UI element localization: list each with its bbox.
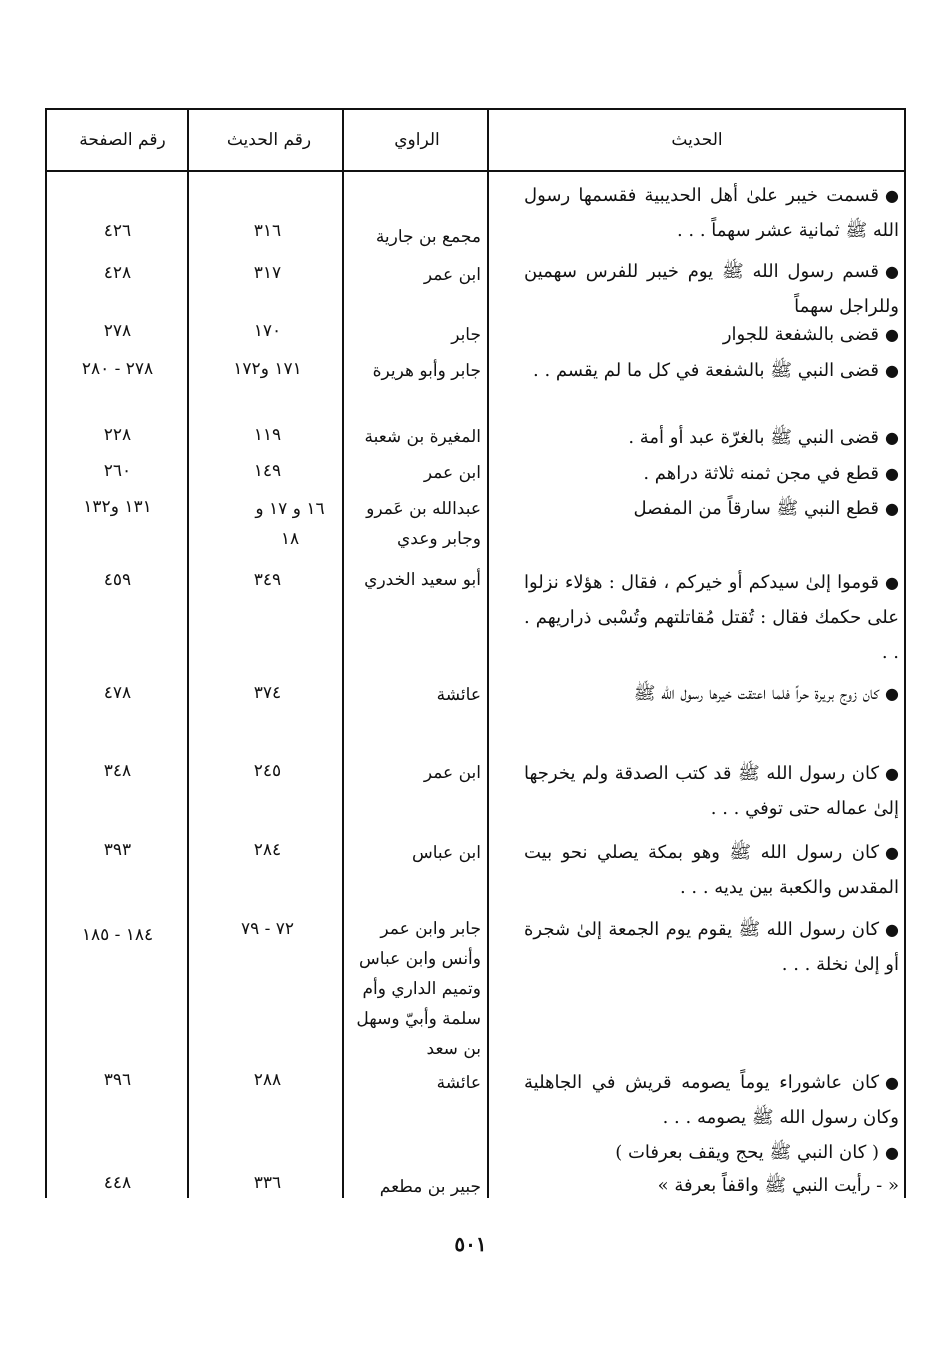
hadith-text: ●كان عاشوراء يوماً يصومه قريش في الجاهلية وكان رسول الله ﷺ يصومه . . . xyxy=(524,1065,899,1135)
hadith-text: ●قسم رسول الله ﷺ يوم خيبر للفرس سهمين وللراجل سهماً xyxy=(524,254,899,324)
narrator: ابن عمر xyxy=(423,265,481,285)
hadith-text: ●قضى بالشفعة للجوار xyxy=(524,317,899,352)
hadith-number: ٢٨٤ xyxy=(253,840,282,860)
hadith-text: ●( كان النبي ﷺ يحج ويقف بعرفات ) xyxy=(524,1135,899,1170)
header-hadith: الحديث xyxy=(671,130,723,150)
column-divider xyxy=(342,108,344,1198)
narrator: ابن عمر xyxy=(423,763,481,783)
bullet-icon: ● xyxy=(885,464,899,483)
column-divider xyxy=(45,108,47,1198)
page-number: ٢٧٨ xyxy=(103,321,132,341)
header-hadith-number: رقم الحديث xyxy=(226,130,312,150)
hadith-text: ●قطع النبي ﷺ سارقاً من المفصل xyxy=(524,491,899,526)
bullet-icon: ● xyxy=(885,186,899,205)
bullet-icon: ● xyxy=(885,325,899,344)
footer-page-number: ٥٠١ xyxy=(454,1232,487,1256)
narrator: جابر وأبو هريرة xyxy=(372,361,481,381)
hadith-text: ●كان رسول الله ﷺ وهو بمكة يصلي نحو بيت المقدس والكعبة بين يديه . . . xyxy=(524,835,899,905)
narrator: جابر xyxy=(451,325,481,345)
bullet-icon: ● xyxy=(885,1073,899,1092)
page-number: ٤٢٦ xyxy=(103,221,132,241)
page-number: ١٣١ و١٣٢ xyxy=(83,497,152,517)
hadith-text: ●قوموا إلىٰ سيدكم أو خيركم ، فقال : هؤلاء نزلوا على حكمك فقال : تُقتل مُقاتلتهم وتُسْبى ذراريهم . . . xyxy=(524,565,899,670)
hadith-number: ٣٣٦ xyxy=(253,1173,282,1193)
hadith-text: ●كان رسول الله ﷺ يقوم يوم الجمعة إلىٰ شجرة أو إلىٰ نخلة . . . xyxy=(524,912,899,982)
hadith-number: ٣١٧ xyxy=(253,263,282,283)
narrator: عبدالله بن عَمرو وجابر وعدي xyxy=(366,499,481,549)
narrator: مجمع بن جارية xyxy=(375,227,481,247)
page-number: ٣٩٣ xyxy=(103,840,132,860)
hadith-text: ●كان رسول الله ﷺ قد كتب الصدقة ولم يخرجها إلىٰ عماله حتى توفي . . . xyxy=(524,756,899,826)
page-number: ٢٧٨ - ٢٨٠ xyxy=(81,359,154,379)
bullet-icon: ● xyxy=(885,361,899,380)
bullet-icon: ● xyxy=(885,843,899,862)
narrator: جابر وابن عمر وأنس وابن عباس وتميم الداري وأم سلمة وأبيّ وسهل بن سعد xyxy=(356,919,481,1059)
hadith-number: ٧٢ - ٧٩ xyxy=(240,919,295,939)
column-divider xyxy=(487,108,489,1198)
hadith-number: ٢٨٨ xyxy=(253,1070,282,1090)
bullet-icon: ● xyxy=(885,764,899,783)
bullet-icon: ● xyxy=(885,428,899,447)
page-number: ٤٢٨ xyxy=(103,263,132,283)
page-number: ٤٤٨ xyxy=(103,1173,132,1193)
page-number: ٢٦٠ xyxy=(103,461,132,481)
hadith-number: ١٤٩ xyxy=(253,461,282,481)
narrator: جبير بن مطعم xyxy=(379,1177,481,1197)
hadith-text: « - رأيت النبي ﷺ واقفاً بعرفة » xyxy=(657,1175,899,1196)
table-header xyxy=(45,108,906,172)
hadith-text: ●قضى النبي ﷺ بالشفعة في كل ما لم يقسم . . xyxy=(524,353,899,388)
page-number: ٤٧٨ xyxy=(103,683,132,703)
hadith-number: ٣١٦ xyxy=(253,221,282,241)
header-narrator: الراوي xyxy=(394,130,440,150)
hadith-number: ٢٤٥ xyxy=(253,761,282,781)
narrator: عائشة xyxy=(436,1073,481,1093)
hadith-text: ●قضى النبي ﷺ بالغرّة عبد أو أمة . xyxy=(524,420,899,455)
hadith-text: ●قطع في مجن ثمنه ثلاثة دراهم . xyxy=(524,456,899,491)
hadith-number: ١٧٠ xyxy=(253,321,282,341)
narrator: عائشة xyxy=(436,685,481,705)
bullet-icon: ● xyxy=(885,262,899,281)
hadith-number: ١٦ و ١٧ و ١٨ xyxy=(255,499,325,549)
bullet-icon: ● xyxy=(885,684,899,703)
hadith-text: ●كان زوج بريرة حراً فلما اعتقت خيرها رسول الله ﷺ xyxy=(524,676,899,711)
narrator: ابن عمر xyxy=(423,463,481,483)
page-number: ٤٥٩ xyxy=(103,570,132,590)
column-divider xyxy=(904,108,906,1198)
hadith-number: ٣٤٩ xyxy=(253,570,282,590)
narrator: المغيرة بن شعبة xyxy=(364,427,481,447)
hadith-number: ٣٧٤ xyxy=(253,683,282,703)
header-page-number: رقم الصفحة xyxy=(79,130,166,150)
page-number: ٣٤٨ xyxy=(103,761,132,781)
hadith-number: ١٧١ و١٧٢ xyxy=(233,359,302,379)
bullet-icon: ● xyxy=(885,499,899,518)
hadith-number: ١١٩ xyxy=(253,425,282,445)
page-number: ٣٩٦ xyxy=(103,1070,132,1090)
narrator: ابن عباس xyxy=(411,843,481,863)
column-divider xyxy=(187,108,189,1198)
hadith-text: ●قسمت خيبر علىٰ أهل الحديبية فقسمها رسول الله ﷺ ثمانية عشر سهماً . . . xyxy=(524,178,899,248)
bullet-icon: ● xyxy=(885,573,899,592)
bullet-icon: ● xyxy=(885,920,899,939)
page-number: ١٨٤ - ١٨٥ xyxy=(81,925,154,945)
narrator: أبو سعيد الخدري xyxy=(364,570,481,590)
page-number: ٢٢٨ xyxy=(103,425,132,445)
bullet-icon: ● xyxy=(885,1143,899,1162)
